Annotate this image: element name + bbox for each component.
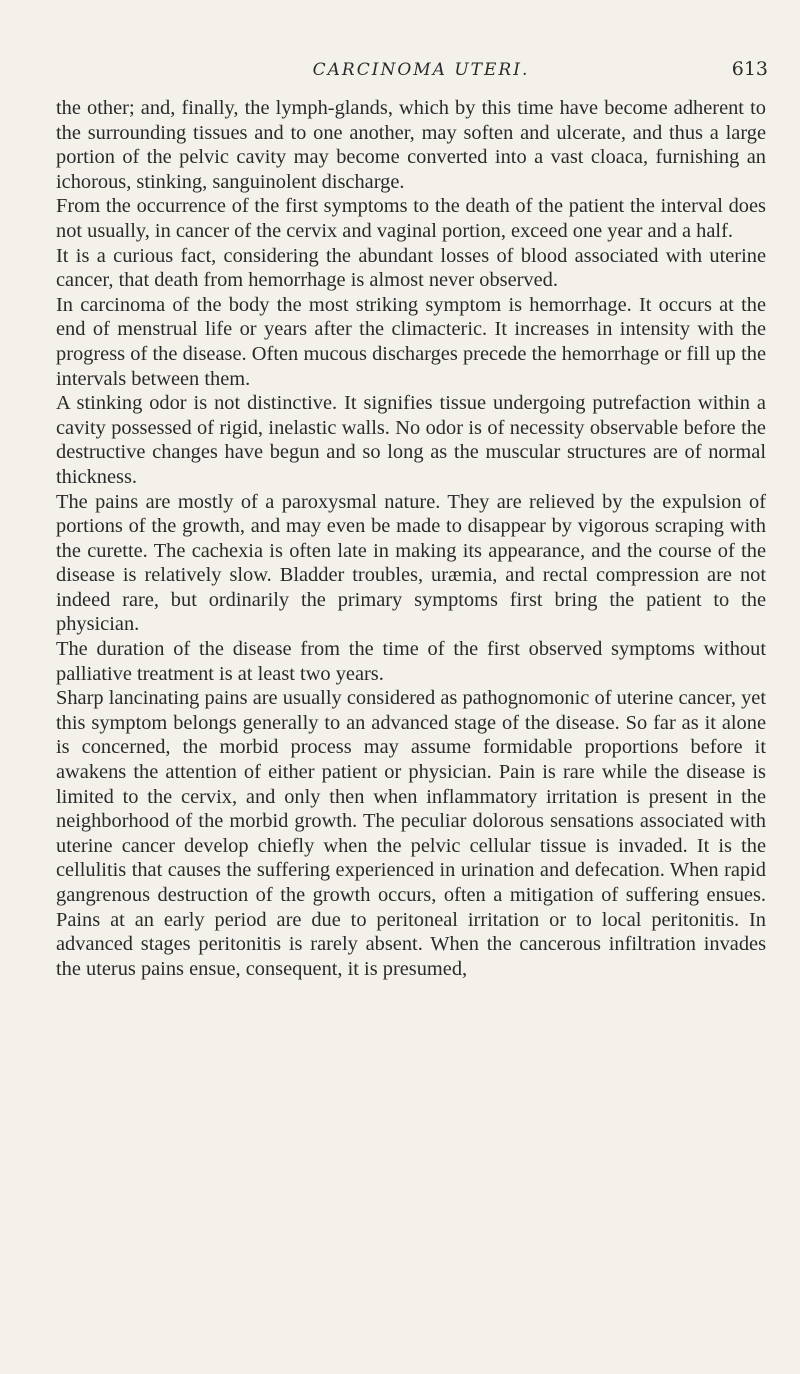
page-number: 613 — [731, 58, 768, 80]
running-head — [56, 58, 766, 90]
paragraph: Sharp lancinating pains are usually considered as pathognomonic of uterine cancer, yet this symptom belongs generally to an advanced stage of the disease. So far as it alone is concerned, the morbid process may assume formidable proportions before it awakens the attention of either patient or physician. Pain is rare while the disease is limited to the cervix, and only then when inflammatory irritation is present in the neighborhood of the morbid growth. The peculiar dolorous sensations associated with uterine cancer develop chiefly when the pelvic cellular tissue is invaded. It is the cellulitis that causes the suffering experienced in urination and defecation. When rapid gangrenous destruction of the growth occurs, often a mitigation of suffering ensues. Pains at an early period are due to peritoneal irritation or to local peritonitis. In advanced stages peritonitis is rarely absent. When the cancerous infiltration invades the uterus pains ensue, consequent, it is presumed, — [56, 687, 766, 980]
paragraph: the other; and, finally, the lymph-glands, which by this time have become adherent to the surrounding tissues and to one another, may soften and ulcerate, and thus a large portion of the pelvic cavity may become converted into a vast cloaca, furnishing an ichorous, stinking, sanguinolent discharge. — [56, 97, 766, 193]
paragraph: In carcinoma of the body the most striking symptom is hemorrhage. It occurs at the end of menstrual life or years after the climacteric. It increases in intensity with the progress of the disease. Often mucous discharges precede the hemorrhage or fill up the intervals between them. — [56, 293, 766, 390]
paragraph: From the occurrence of the first symptoms to the death of the patient the interval does not usually, in cancer of the cervix and vaginal portion, exceed one year and a half. — [56, 195, 766, 242]
paragraph: The duration of the disease from the time of the first observed symptoms without palliative treatment is at least two years. — [56, 638, 766, 685]
paragraph: The pains are mostly of a paroxysmal nature. They are relieved by the expulsion of portions of the growth, and may even be made to disappear by vigorous scraping with the curette. The cachexia is often late in making its appearance, and the course of the disease is relatively slow. Bladder troubles, uræmia, and rectal compression are not indeed rare, but ordinarily the primary symptoms first bring the patient to the physician. — [56, 490, 766, 636]
paragraph: A stinking odor is not distinctive. It signifies tissue undergoing putrefaction within a cavity possessed of rigid, inelastic walls. No odor is of necessity observable before the destructive changes have begun and so long as the muscular structures are of normal thickness. — [56, 392, 766, 488]
body-text — [56, 96, 766, 981]
book-page — [56, 58, 766, 981]
paragraph: It is a curious fact, considering the abundant losses of blood associated with uterine cancer, that death from hemorrhage is almost never observed. — [56, 244, 766, 292]
running-title: CARCINOMA UTERI. — [312, 60, 530, 80]
